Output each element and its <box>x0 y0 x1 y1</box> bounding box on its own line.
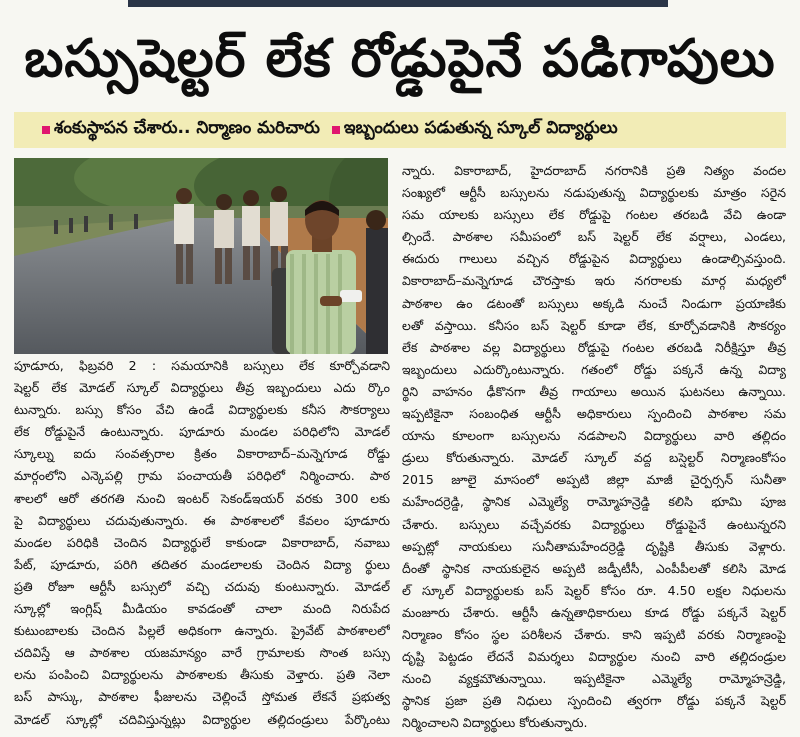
text-line: చేశారు. బస్సులు వచ్చేవరకు విద్యార్థులు రోడ్డుపైనే ఉంటున్నరని <box>402 516 786 532</box>
news-photo <box>14 158 388 354</box>
top-rule <box>128 0 668 7</box>
text-line: పాఠశాల ఉం డటంతో బస్సులు అక్కడి నుంచే నిండుగా ప్రయాణికు <box>402 295 786 311</box>
text-line: మార్గంలోని ఎన్కెపల్లి గ్రామ పంచాయతీ పరిధిలో నిర్మించారు. పాఠ <box>14 468 390 484</box>
text-line: లేక రోడ్డుపైనే ఉంటున్నారు. పూడూరు మండల పరిధిలోని మోడల్ <box>14 424 390 440</box>
text-line: బస్ పాస్కు, పాఠశాల ఫీజులను చెల్లించే స్తోమత లేకనే ప్రభుత్వ <box>14 689 390 705</box>
text-line: సమ యాలకు బస్సులు లేక రోడ్డుపై గంటల తరబడి వేచి ఉండా <box>402 207 786 223</box>
text-line: కుటుంబాలకు చెందిన పిల్లలే అధికంగా ఉన్నారు. ప్రైవేట్ పాఠశాలలో <box>14 623 390 639</box>
text-line: ఈదురు గాలులు వచ్చిన రోడ్డుపైన విద్యార్థులు ఉండాల్సివస్తుంది. <box>402 251 786 267</box>
text-line: నుంచి వ్యక్తమౌతున్నాయి. ఇప్పటికైనా ఎమ్మెల్యే రామ్మోహన్రెడ్డి, <box>402 671 786 687</box>
text-line: న్నారు. వికారాబాద్, హైదరాబాద్ నగరానికి ప్రతి నిత్యం వందల <box>402 163 786 178</box>
text-line: 2015 జూలై మాసంలో అప్పటి జిల్లా మాజీ చైర్పర్సన్ సునీతా <box>402 472 786 488</box>
text-line: మోడల్ స్కూల్లో చదివిస్తున్నట్లు విద్యార్థుల తల్లిదండ్రులు పేర్కొంటు <box>14 711 390 727</box>
text-line: మండల పరిధికి చెందిన విద్యార్థులే కాకుండా వికారాబాద్, నవాబు <box>14 534 390 550</box>
text-line: షెల్టర్ లేక మోడల్ స్కూల్ విద్యార్థులు తీవ్ర ఇబ్బందులు ఎదు ర్కొం <box>14 380 390 396</box>
text-line: ర్థిని వాహనం ఢీకొనగా తీవ్ర గాయాలు అయిన ఘటనలు ఉన్నాయి. <box>402 383 786 399</box>
text-line: ల్ స్కూల్ విద్యార్థులకు బస్ షెల్టర్ కోసం రూ. 4.50 లక్షల నిధులను <box>402 582 786 598</box>
headline: బస్సుషెల్టర్ లేక రోడ్డుపైనే పడిగాపులు <box>24 28 776 89</box>
text-line: ల్సిందే. పాఠశాల సమీపంలో బస్ షెల్టర్ లేక వర్షాలు, ఎండలు, <box>402 229 786 245</box>
subheadline-1: శంకుస్థాపన చేశారు.. నిర్మాణం మరిచారు <box>54 118 320 138</box>
text-line: శాలలో ఆరో తరగతి నుంచి ఇంటర్ సెకండ్ఇయర్ వరకు 300 లకు <box>14 490 390 506</box>
text-line: వికారాబాద్–మన్నెగూడ చౌరస్తాకు ఇరు నగరాలకు మార్గ మధ్యలో <box>402 273 786 289</box>
text-line: పై విద్యార్థులు చదువుతున్నారు. ఈ పాఠశాలలో కేవలం పూడూరు <box>14 512 390 528</box>
text-line: డ్రులు కోరుతున్నారు. మోడల్ స్కూల్ వద్ద బస్షెల్టర్ నిర్మాణంకోసం <box>402 450 786 466</box>
text-line: చదివిస్తే ఆ పాఠశాల యజమాన్యం వారే గ్రామాలకు సొంత బస్సు <box>14 645 390 661</box>
text-line: మంజూరు చేశారు. ఆర్టీసీ ఉన్నతాధికారులు కూడ రోడ్డు పక్కనే షెల్టర్ <box>402 604 786 620</box>
text-line: దీంతో స్థానిక నాయకులైన అప్పటి జడ్పీటీసీ, ఎంపీపీలతో కలిసి మోడ <box>402 560 786 576</box>
text-line: స్కూల్ను ఐదు సంవత్సరాల క్రితం వికారాబాద్–మన్నెగూడ రోడ్డు <box>14 446 390 462</box>
article-column-left <box>14 355 390 731</box>
text-line: ఇప్పటికైనా సంబంధిత ఆర్టీసీ అధికారులు స్పందించి పాఠశాల సమ <box>402 406 786 422</box>
text-line: యాను కూలంగా బస్సులను నడపాలని విద్యార్థులు వారి తల్లిదం <box>402 428 786 444</box>
text-line: సంఖ్యలో ఆర్టీసీ బస్సులను నడుపుతున్న విద్యార్థులకు మాత్రం సరైన <box>402 185 786 201</box>
bullet-square-icon <box>42 126 50 134</box>
text-line: స్థానిక ప్రజా ప్రతి నిధులు స్పందించి త్వరగా రోడ్డు పక్కనే షెల్టర్ <box>402 693 786 709</box>
text-line: టున్నారు. బస్సు కోసం వేచి ఉండే విద్యార్థులకు కనీస సౌకర్యాలు <box>14 402 390 418</box>
text-line: పేట్, పూడూరు, పరిగి తదితర మండలాలకు చెందిన విద్యా ర్థులు <box>14 556 390 572</box>
text-line: ప్రతి రోజూ ఆర్టీసీ బస్సులో వచ్చి చదువు కుంటున్నారు. మోడల్ <box>14 578 390 594</box>
subheadline-bar <box>14 112 786 148</box>
text-line: స్కూల్లో ఇంగ్లిష్ మీడియం కావడంతో చాలా మంది నిరుపేద <box>14 601 390 617</box>
text-line: నిర్మించాలని విద్యార్థులు కోరుతున్నారు. <box>402 715 588 731</box>
text-line: నిర్మాణం కోసం స్థల పరిశీలన చేశారు. కాని ఇప్పటి వరకు నిర్మాణంపై <box>402 626 786 642</box>
article-column-right <box>402 160 786 734</box>
text-line: అప్పట్లో నాయకులు సునీతామహేందర్రెడ్డి దృష్టికి తీసుకు వెళ్లారు. <box>402 538 786 554</box>
subheadline-2: ఇబ్బందులు పడుతున్న స్కూల్ విద్యార్థులు <box>343 118 618 138</box>
text-line: ఇబ్బందులు ఎదుర్కొంటున్నారు. గతంలో రోడ్డు పక్కనే ఉన్న విద్యా <box>402 361 786 377</box>
text-line: లేక పాఠశాల వల్ల విద్యార్థులు రోడ్డుపై గంటల తరబడి నిరీక్షిస్తూ తీవ్ర <box>402 339 786 355</box>
text-line: పూడూరు, ఫిబ్రవరి 2 : సమయానికి బస్సులు లేక కూర్చోవడాని <box>14 358 390 373</box>
bullet-square-icon <box>332 126 340 134</box>
text-line: దృష్టి పెట్టడం లేదనే విమర్శలు విద్యార్థుల నుంచి వారి తల్లిదండ్రుల <box>402 649 786 665</box>
text-line: మహేందర్రెడ్డి, స్థానిక ఎమ్మెల్యే రామ్మోహన్రెడ్డి కలిసి భూమి పూజ <box>402 494 786 510</box>
text-line: లను పంపించి విద్యార్థులను పాఠశాలకు తీసుకు వెళ్తారు. ప్రతి నెలా <box>14 667 390 683</box>
text-line: లతో వస్తాయి. కనీసం బస్ షెల్టర్ కూడా లేక, కూర్చోవడానికి సౌకర్యం <box>402 317 786 333</box>
